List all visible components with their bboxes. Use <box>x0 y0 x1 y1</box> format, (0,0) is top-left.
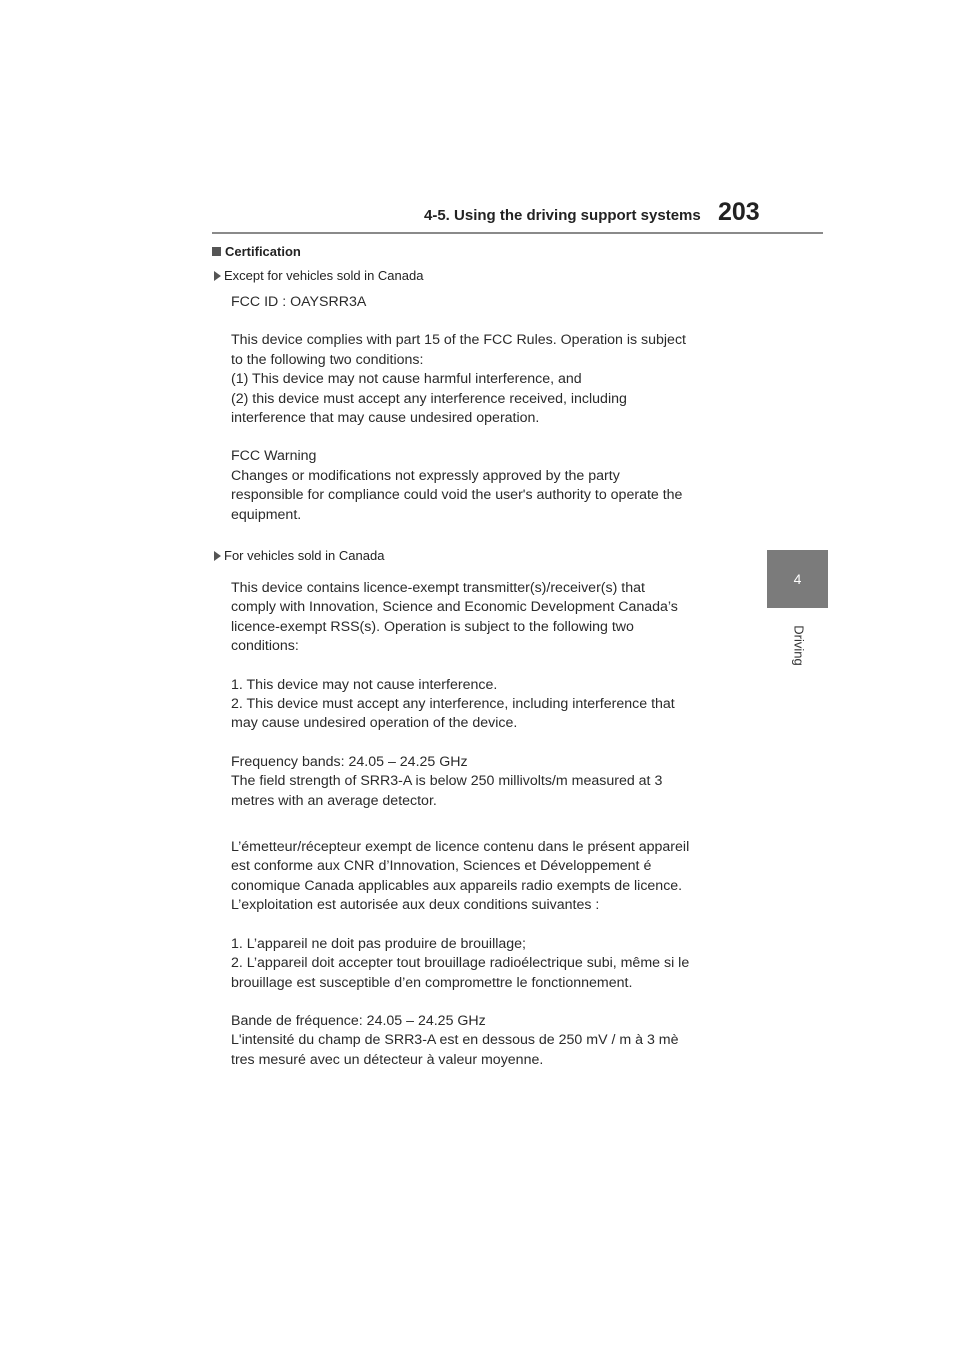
fcc-warning-line: Changes or modifications not expressly approved by the party <box>231 467 620 484</box>
ised-condition-line: 2. This device must accept any interference, including interference that <box>231 696 675 713</box>
ised-french-condition-line: 1. L’appareil ne doit pas produire de brouillage; <box>231 935 526 952</box>
fcc-warning-line: equipment. <box>231 506 302 523</box>
ised-condition-line: may cause undesired operation of the device. <box>231 715 518 732</box>
ised-french-frequency-line: Bande de fréquence: 24.05 – 24.25 GHz <box>231 1012 486 1029</box>
ised-condition-line: 1. This device may not cause interference. <box>231 676 498 693</box>
canada-subheading-text: For vehicles sold in Canada <box>224 548 385 563</box>
us-subheading-text: Except for vehicles sold in Canada <box>224 268 424 283</box>
us-fcc-notice <box>231 293 686 525</box>
fcc-warning-line: FCC Warning <box>231 448 317 465</box>
fcc-id: FCC ID : OAYSRR3A <box>231 294 367 310</box>
section-heading <box>212 244 301 259</box>
triangle-bullet-icon <box>214 271 221 281</box>
ised-intro-line: licence-exempt RSS(s). Operation is subject to the following two <box>231 618 634 635</box>
canada-subheading <box>214 548 384 563</box>
header-rule <box>212 232 823 234</box>
ised-french-intro-line: L’émetteur/récepteur exempt de licence contenu dans le présent appareil <box>231 839 690 856</box>
square-bullet-icon <box>212 247 221 256</box>
page-number: 203 <box>718 198 760 226</box>
fcc-compliance-line: (2) this device must accept any interference received, including <box>231 390 627 407</box>
canada-notice <box>231 579 689 1070</box>
fcc-compliance-line: to the following two conditions: <box>231 351 424 368</box>
fcc-compliance-line: interference that may cause undesired operation. <box>231 410 540 427</box>
chapter-number: 4 <box>793 571 802 587</box>
ised-intro-line: This device contains licence-exempt transmitter(s)/receiver(s) that <box>231 580 645 596</box>
ised-intro-line: comply with Innovation, Science and Economic Development Canada’s <box>231 599 678 616</box>
ised-french-frequency-line: tres mesuré avec un détecteur à valeur moyenne. <box>231 1051 544 1068</box>
section-heading-text: Certification <box>225 244 301 259</box>
ised-french-intro-line: L’exploitation est autorisée aux deux conditions suivantes : <box>231 897 600 914</box>
ised-french-frequency-line: L'intensité du champ de SRR3-A est en dessous de 250 mV / m à 3 mè <box>231 1032 679 1049</box>
ised-frequency-line: The field strength of SRR3-A is below 250 millivolts/m measured at 3 <box>231 773 663 790</box>
ised-french-condition-line: 2. L’appareil doit accepter tout brouillage radioélectrique subi, même si le <box>231 955 690 972</box>
chapter-label: Driving <box>791 625 807 666</box>
page-header-title: 4-5. Using the driving support systems <box>424 207 701 224</box>
fcc-compliance-line: (1) This device may not cause harmful interference, and <box>231 371 582 388</box>
fcc-warning-line: responsible for compliance could void the user's authority to operate the <box>231 487 683 504</box>
ised-frequency-line: metres with an average detector. <box>231 792 437 809</box>
fcc-compliance-line: This device complies with part 15 of the FCC Rules. Operation is subject <box>231 332 686 349</box>
ised-french-intro-line: conomique Canada applicables aux appareils radio exempts de licence. <box>231 877 683 894</box>
ised-french-intro-line: est conforme aux CNR d’Innovation, Sciences et Développement é <box>231 858 652 875</box>
triangle-bullet-icon <box>214 551 221 561</box>
ised-french-condition-line: brouillage est susceptible d’en compromettre le fonctionnement. <box>231 974 633 991</box>
chapter-tab <box>767 550 828 608</box>
us-subheading <box>214 268 423 283</box>
ised-frequency-line: Frequency bands: 24.05 – 24.25 GHz <box>231 753 468 770</box>
ised-intro-line: conditions: <box>231 638 299 655</box>
